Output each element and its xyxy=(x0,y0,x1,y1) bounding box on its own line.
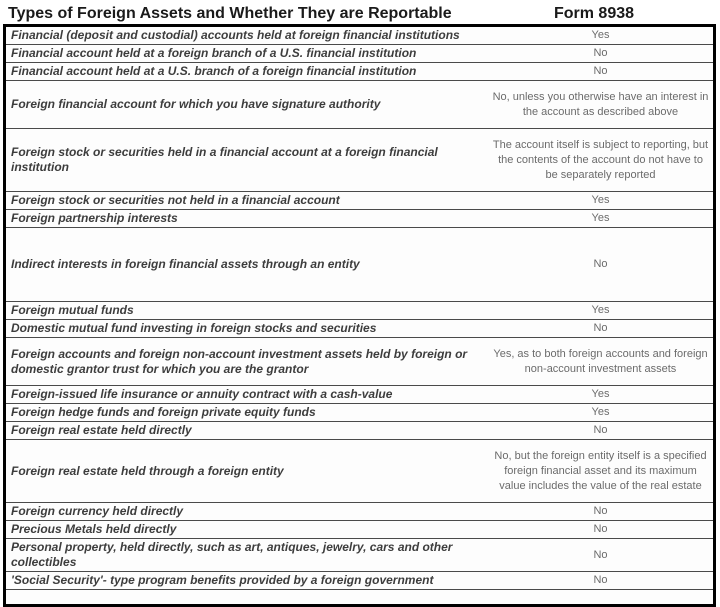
asset-cell: Foreign financial account for which you have signature authority xyxy=(11,97,381,111)
asset-cell: Foreign mutual funds xyxy=(11,303,134,317)
reportable-cell: Yes xyxy=(591,406,610,418)
reportable-cell: No xyxy=(593,548,608,561)
asset-cell: Foreign real estate held through a foreign entity xyxy=(11,463,284,478)
table-row xyxy=(6,192,713,210)
table-row xyxy=(6,320,713,338)
table-row xyxy=(6,404,713,422)
reportable-cell: No xyxy=(593,65,608,77)
assets-table xyxy=(3,24,716,607)
table-row xyxy=(6,422,713,440)
table-row xyxy=(6,539,713,572)
reportable-cell: No xyxy=(593,505,608,517)
table-row xyxy=(6,440,713,503)
asset-cell: Foreign partnership interests xyxy=(11,211,178,225)
table-row xyxy=(6,503,713,521)
asset-cell: Foreign real estate held directly xyxy=(11,423,192,437)
asset-cell: 'Social Security'- type program benefits provided by a foreign government xyxy=(11,573,434,587)
table-header xyxy=(0,0,720,24)
asset-cell: Foreign hedge funds and foreign private equity funds xyxy=(11,405,316,419)
asset-cell xyxy=(6,590,488,604)
form-8938-header: Form 8938 xyxy=(553,5,635,22)
reportable-cell xyxy=(488,590,713,604)
table-row xyxy=(6,386,713,404)
asset-cell: Personal property, held directly, such as art, antiques, jewelry, cars and other collectibles xyxy=(11,540,453,569)
table-row xyxy=(6,27,713,45)
reportable-cell: Yes xyxy=(591,194,610,206)
reportable-cell: Yes xyxy=(591,212,610,224)
page-title: Types of Foreign Assets and Whether They are Reportable xyxy=(8,5,452,22)
asset-cell: Precious Metals held directly xyxy=(11,522,177,536)
reportable-cell: No xyxy=(593,47,608,59)
reportable-cell: Yes, as to both foreign accounts and foreign non-account investment assets xyxy=(493,347,708,375)
table-row xyxy=(6,228,713,302)
asset-cell: Financial account held at a U.S. branch of a foreign financial institution xyxy=(11,64,417,78)
reportable-cell: No xyxy=(593,258,608,270)
asset-cell: Indirect interests in foreign financial assets through an entity xyxy=(11,257,360,271)
asset-cell: Foreign accounts and foreign non-account investment assets held by foreign or domestic grantor trust for which you are the grantor xyxy=(11,346,468,376)
table-row xyxy=(6,129,713,192)
table-row xyxy=(6,210,713,228)
asset-cell: Foreign-issued life insurance or annuity contract with a cash-value xyxy=(11,387,393,401)
asset-cell: Financial (deposit and custodial) accounts held at foreign financial institutions xyxy=(11,28,460,42)
table-row xyxy=(6,63,713,81)
reportable-cell: No xyxy=(593,424,608,436)
asset-cell: Domestic mutual fund investing in foreign stocks and securities xyxy=(11,321,377,335)
reportable-cell: No xyxy=(593,322,608,334)
reportable-cell: Yes xyxy=(591,388,610,400)
reportable-cell: No, but the foreign entity itself is a specified foreign financial asset and its maximum value includes the value of the real estate xyxy=(494,449,707,492)
table-row xyxy=(6,521,713,539)
asset-cell: Foreign stock or securities not held in a financial account xyxy=(11,193,340,207)
reportable-cell: No, unless you otherwise have an interest in the account as described above xyxy=(492,90,709,118)
reportable-cell: Yes xyxy=(591,29,610,41)
table-row xyxy=(6,81,713,129)
reportable-cell: Yes xyxy=(591,304,610,316)
table-row xyxy=(6,338,713,386)
table-row xyxy=(6,302,713,320)
asset-cell: Foreign currency held directly xyxy=(11,504,184,518)
reportable-cell: The account itself is subject to reporting, but the contents of the account do not have to be separately reported xyxy=(492,138,709,181)
asset-cell: Foreign stock or securities held in a financial account at a foreign financial institution xyxy=(11,145,438,174)
reportable-cell: No xyxy=(593,523,608,535)
table-row xyxy=(6,45,713,63)
asset-cell: Financial account held at a foreign branch of a U.S. financial institution xyxy=(11,46,417,60)
reportable-cell: No xyxy=(593,574,608,586)
table-row-empty xyxy=(6,590,713,604)
table-row xyxy=(6,572,713,590)
